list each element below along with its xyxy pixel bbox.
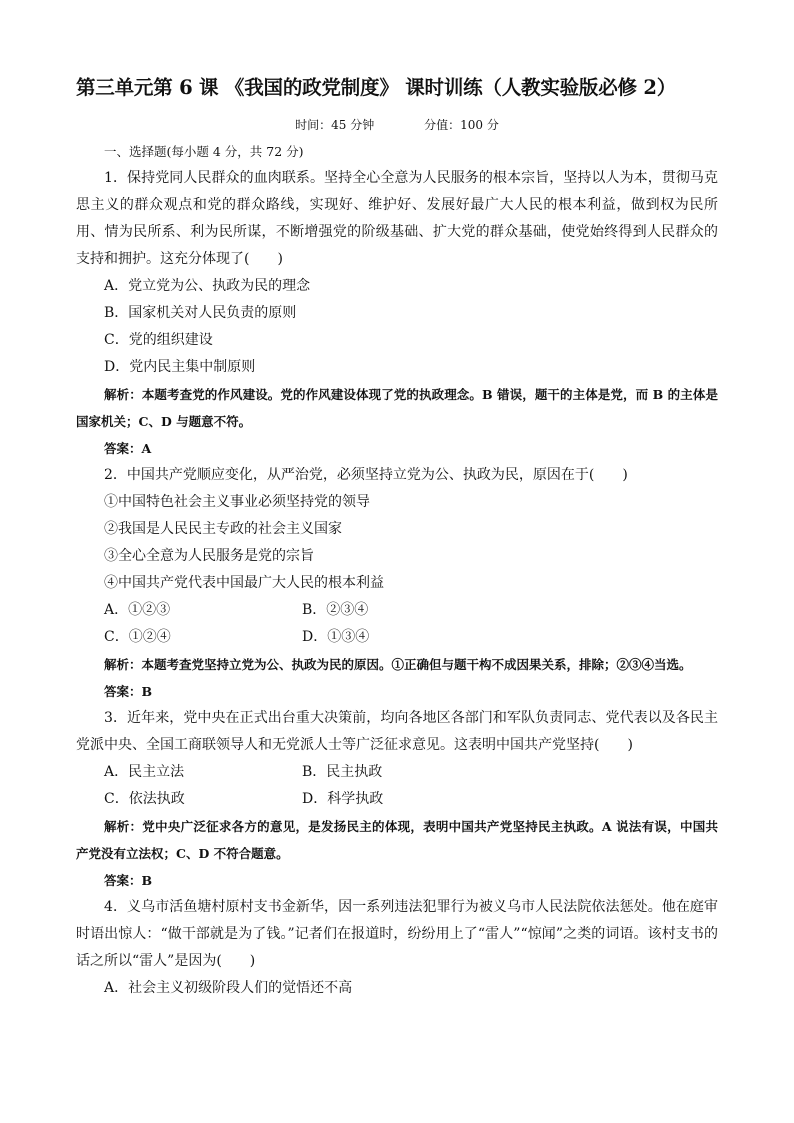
analysis-text: 本题考查党坚持立党为公、执政为民的原因。①正确但与题干构不成因果关系，排除；②③④当选。 — [141, 657, 692, 672]
exam-meta — [76, 116, 718, 134]
option-c: C．①②④ — [104, 629, 171, 645]
analysis-label: 解析： — [104, 387, 142, 402]
analysis — [76, 813, 718, 867]
option-d: D．科学执政 — [302, 791, 384, 807]
option-a: A．①②③ — [104, 602, 171, 618]
time-limit: 时间：45 分钟 — [295, 118, 375, 132]
option-c: C．依法执政 — [104, 791, 185, 807]
question-stem: 4．义乌市活鱼塘村原村支书金新华，因一系列违法犯罪行为被义乌市人民法院依法惩处。他在庭审时语出惊人：“做干部就是为了钱。”记者们在报道时，纷纷用上了“雷人”“惊闻”之类的词语。该村支书的话之所以“雷人”是因为( ) — [76, 899, 718, 969]
option-b: B．②③④ — [302, 602, 369, 618]
statement-3: ③全心全意为人民服务是党的宗旨 — [104, 548, 314, 564]
question-3 — [76, 705, 718, 894]
analysis — [76, 651, 718, 678]
statement-4: ④中国共产党代表中国最广大人民的根本利益 — [104, 575, 384, 591]
analysis-text: 本题考查党的作风建设。党的作风建设体现了党的执政理念。B 错误，题干的主体是党，而 B 的主体是国家机关；C、D 与题意不符。 — [76, 387, 718, 429]
analysis-text: 党中央广泛征求各方的意见，是发扬民主的体现，表明中国共产党坚持民主执政。A 说法有误，中国共产党没有立法权；C、D 不符合题意。 — [76, 819, 718, 861]
statement-1: ①中国特色社会主义事业必须坚持党的领导 — [104, 494, 370, 510]
analysis-label: 解析： — [104, 819, 143, 834]
question-4 — [76, 894, 718, 1002]
options-row-1 — [76, 597, 718, 624]
option-d: D．①③④ — [302, 629, 370, 645]
option-a: A．社会主义初级阶段人们的觉悟还不高 — [104, 980, 353, 996]
option-a: A．民主立法 — [104, 764, 185, 780]
answer: 答案：A — [104, 441, 152, 456]
answer: 答案：B — [104, 684, 153, 699]
question-stem: 3．近年来，党中央在正式出台重大决策前，均向各地区各部门和军队负责同志、党代表以及各民主党派中央、全国工商联领导人和无党派人士等广泛征求意见。这表明中国共产党坚持( ) — [76, 710, 718, 753]
question-stem: 1．保持党同人民群众的血肉联系。坚持全心全意为人民服务的根本宗旨，坚持以人为本，贯彻马克思主义的群众观点和党的群众路线，实现好、维护好、发展好最广大人民的根本利益，做到权为民所用、情为民所系、利为民所谋，不断增强党的阶级基础、扩大党的群众基础，使党始终得到人民群众的支持和拥护。这充分体现了( ) — [76, 170, 718, 267]
section-heading: 一、选择题(每小题 4 分，共 72 分) — [104, 144, 304, 159]
question-1 — [76, 165, 718, 462]
answer: 答案：B — [104, 873, 153, 888]
total-score: 分值：100 分 — [424, 118, 499, 132]
option-b: B．民主执政 — [302, 764, 383, 780]
analysis-label: 解析： — [104, 657, 142, 672]
options-row-2 — [76, 786, 718, 813]
option-a: A．党立党为公、执政为民的理念 — [104, 278, 311, 294]
analysis — [76, 381, 718, 435]
option-d: D．党内民主集中制原则 — [104, 359, 256, 375]
options-row-2 — [76, 624, 718, 651]
question-2 — [76, 462, 718, 705]
option-c: C．党的组织建设 — [104, 332, 213, 348]
question-stem: 2．中国共产党顺应变化，从严治党，必须坚持立党为公、执政为民，原因在于( ) — [104, 467, 628, 483]
statement-2: ②我国是人民民主专政的社会主义国家 — [104, 521, 342, 537]
page-title: 第三单元第 6 课 《我国的政党制度》 课时训练（人教实验版必修 2） — [76, 76, 677, 99]
options-row-1 — [76, 759, 718, 786]
option-b: B．国家机关对人民负责的原则 — [104, 305, 297, 321]
